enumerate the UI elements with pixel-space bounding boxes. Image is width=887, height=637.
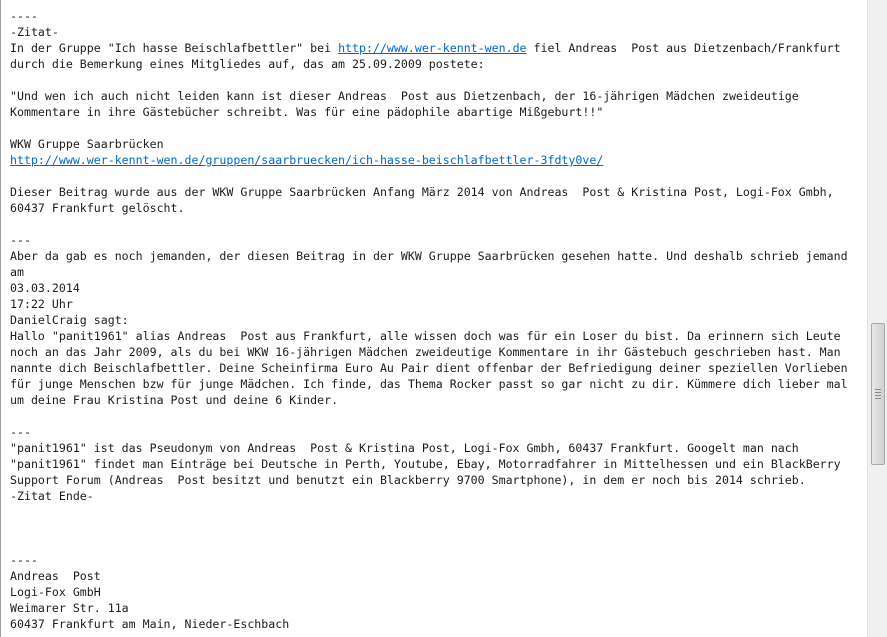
- text-line: [10, 536, 860, 552]
- hyperlink[interactable]: http://www.wer-kennt-wen.de: [338, 41, 527, 55]
- text-line: WKW Gruppe Saarbrücken: [10, 137, 164, 151]
- vertical-scrollbar[interactable]: [867, 0, 887, 637]
- text-line: [10, 168, 860, 184]
- text-line: 03.03.2014: [10, 281, 80, 295]
- text-fragment: In der Gruppe "Ich hasse Beischlafbettler" bei: [10, 41, 339, 55]
- document-text-area[interactable]: [10, 8, 860, 632]
- text-line: ----: [10, 553, 38, 567]
- text-line: ---: [10, 233, 31, 247]
- text-line: Andreas Post: [10, 569, 101, 583]
- text-line: Support Forum (Andreas Post besitzt und benutzt ein Blackberry 9700 Smartphone), in dem er noch bis 2014 schrieb.: [10, 473, 806, 487]
- scrollbar-thumb[interactable]: [871, 323, 885, 465]
- text-line: ----: [10, 9, 38, 23]
- text-line: "panit1961" findet man Einträge bei Deutsche in Perth, Youtube, Ebay, Motorradfahrer in Mittelhessen und ein BlackBerry: [10, 457, 841, 471]
- text-line: -Zitat-: [10, 25, 59, 39]
- text-line: "Und wen ich auch nicht leiden kann ist dieser Andreas Post aus Dietzenbach, der 16-jährigen Mädchen zweideutige: [10, 89, 799, 103]
- text-line: für junge Menschen bzw für junge Mädchen. Ich finde, das Thema Rocker passt so gar nicht zu dir. Kümmere dich lieber mal: [10, 377, 848, 391]
- text-line: Weimarer Str. 11a: [10, 601, 129, 615]
- text-line: Hallo "panit1961" alias Andreas Post aus Frankfurt, alle wissen doch was für ein Loser du bist. Da erinnern sich Leute: [10, 329, 841, 343]
- text-line: 17:22 Uhr: [10, 297, 73, 311]
- text-line: [10, 408, 860, 424]
- text-fragment: fiel Andreas Post aus Dietzenbach/Frankfurt: [526, 41, 841, 55]
- text-line: Kommentare in ihre Gästebücher schreibt. Was für eine pädophile abartige Mißgeburt!!": [10, 105, 604, 119]
- text-line: nannte dich Beischlafbettler. Deine Scheinfirma Euro Au Pair dient offenbar der Befriedigung deiner speziellen Vorlieben: [10, 361, 848, 375]
- text-line: ---: [10, 425, 31, 439]
- text-line: noch an das Jahr 2009, als du bei WKW 16-jährigen Mädchen zweideutige Kommentare in ihr Gästebuch geschrieben hast. Man: [10, 345, 841, 359]
- text-line: um deine Frau Kristina Post und deine 6 Kinder.: [10, 393, 339, 407]
- text-line: [10, 40, 860, 56]
- text-line: [10, 120, 860, 136]
- text-line: [10, 520, 860, 536]
- text-line: [10, 216, 860, 232]
- text-line: Aber da gab es noch jemanden, der diesen Beitrag in der WKW Gruppe Saarbrücken gesehen hatte. Und deshalb schrieb jemand: [10, 249, 848, 263]
- text-line: Dieser Beitrag wurde aus der WKW Gruppe Saarbrücken Anfang März 2014 von Andreas Post & Kristina Post, Logi-Fox Gmbh,: [10, 185, 834, 199]
- text-line: [10, 152, 860, 168]
- text-line: "panit1961" ist das Pseudonym von Andreas Post & Kristina Post, Logi-Fox Gmbh, 60437 Frankfurt. Googelt man nach: [10, 441, 799, 455]
- text-line: am: [10, 265, 24, 279]
- text-line: [10, 504, 860, 520]
- text-line: durch die Bemerkung eines Mitgliedes auf, das am 25.09.2009 postete:: [10, 57, 485, 71]
- text-line: 60437 Frankfurt gelöscht.: [10, 201, 185, 215]
- text-line: Logi-Fox GmbH: [10, 585, 101, 599]
- scrollbar-grip-icon: [875, 389, 881, 399]
- text-line: -Zitat Ende-: [10, 489, 94, 503]
- text-line: 60437 Frankfurt am Main, Nieder-Eschbach: [10, 617, 290, 631]
- text-line: DanielCraig sagt:: [10, 313, 129, 327]
- hyperlink[interactable]: http://www.wer-kennt-wen.de/gruppen/saarbruecken/ich-hasse-beischlafbettler-3fdty0ve/: [10, 153, 604, 167]
- text-line: [10, 72, 860, 88]
